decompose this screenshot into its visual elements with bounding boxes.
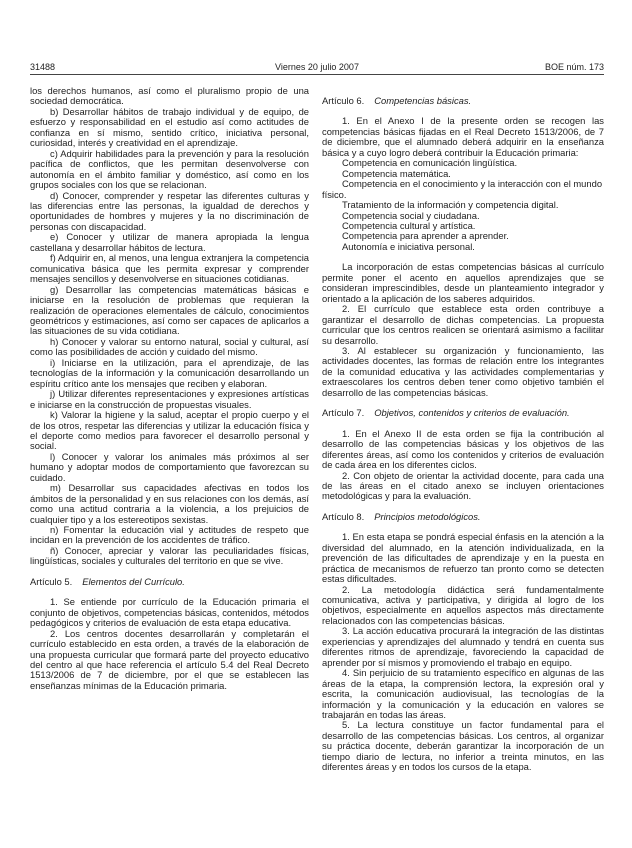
- article-title: Elementos del Currículo.: [82, 575, 185, 587]
- paragraph: 2. Los centros docentes desarrollarán y completarán el currículo establecido en esta orden, a través de la elaboración de una propuesta curricular que formará parte del proyecto educativo del centro al que hace referencia el artículo 5.4 del Real Decreto 1513/2006 de 7 de diciembre, por el que se establecen las enseñanzas mínimas de la Educación primaria.: [30, 627, 309, 691]
- list-item: Autonomía e iniciativa personal.: [342, 240, 475, 252]
- paragraph: La incorporación de estas competencias básicas al currículo permite poner el acento en aquellos aprendizajes que se consideran imprescindibles, desde un planteamiento integrador y orientado a la aplicación de los saberes adquiridos.: [322, 261, 604, 304]
- paragraph: 1. En el Anexo II de esta orden se fija la contribución al desarrollo de las competencias básicas y los objetivos de las diferentes áreas, así como los contenidos y criterios de evaluación de cada área en los diferentes ciclos.: [322, 427, 604, 471]
- paragraph: k) Valorar la higiene y la salud, aceptar el propio cuerpo y el de los otros, respetar las diferencias y utilizar la educación física y el deporte como medios para favorecer el desarrollo personal y social.: [30, 409, 309, 452]
- paragraph: 2. La metodología didáctica será fundamentalmente comunicativa, activa y participativa, y dirigida al logro de los objetivos, especialmente en aquellos aspectos más directamente relacionados con las competencias básicas.: [322, 583, 604, 626]
- article-heading: [322, 96, 604, 106]
- paragraph: 5. La lectura constituye un factor fundamental para el desarrollo de las competencias básicas. Los centros, al organizar su práctica docente, deberán garantizar la incorporación de un tiempo diario de lectura, no inferior a treinta minutos, en las diferentes áreas y en todos los cursos de la etapa.: [322, 719, 604, 773]
- paragraph: b) Desarrollar hábitos de trabajo individual y de equipo, de esfuerzo y responsabilidad en el estudio así como actitudes de confianza en sí mismo, sentido crítico, iniciativa personal, curiosidad, interés y creatividad en el aprendizaje.: [30, 105, 309, 149]
- list-item: Competencia cultural y artística.: [342, 219, 476, 231]
- paragraph: 1. En esta etapa se pondrá especial énfasis en la atención a la diversidad del alumnado, en la atención individualizada, en la prevención de las dificultades de aprendizaje y en la puesta en práctica de mecanismos de refuerzo tan pronto como se detecten estas dificultades.: [322, 531, 604, 585]
- paragraph: n) Fomentar la educación vial y actitudes de respeto que incidan en la prevención de los accidentes de tráfico.: [30, 524, 309, 546]
- list-item: Tratamiento de la información y competencia digital.: [342, 199, 559, 211]
- paragraph: 2. El currículo que establece esta orden contribuye a garantizar el desarrollo de dichas competencias. La propuesta curricular que los centros realicen se orientará asimismo a facilitar su desarrollo.: [322, 303, 604, 346]
- article-title: Principios metodológicos.: [374, 510, 481, 522]
- article-title: Competencias básicas.: [374, 95, 472, 106]
- issue-number: BOE núm. 173: [544, 62, 604, 72]
- list-item: Competencia para aprender a aprender.: [342, 230, 509, 242]
- article-number: Artículo 6.: [322, 95, 365, 106]
- article-number: Artículo 5.: [30, 575, 73, 587]
- list-item: Competencia social y ciudadana.: [342, 209, 480, 221]
- paragraph: 1. En el Anexo I de la presente orden se recogen las competencias básicas fijadas en el Real Decreto 1513/2006, de 7 de diciembre, que el alumnado deberá adquirir en la enseñanza básica y a cuyo logro deberá contribuir la Educación primaria:: [322, 115, 604, 158]
- paragraph: 1. Se entiende por currículo de la Educación primaria el conjunto de objetivos, competencias básicas, contenidos, métodos pedagógicos y criterios de evaluación de esta etapa educativa.: [30, 596, 309, 629]
- paragraph: h) Conocer y valorar su entorno natural, social y cultural, así como las posibilidades de acción y cuidado del mismo.: [30, 335, 309, 358]
- list-item: Competencia en comunicación lingüística.: [342, 157, 518, 169]
- paragraph: 4. Sin perjuicio de su tratamiento específico en algunas de las áreas de la etapa, la comprensión lectora, la expresión oral y escrita, la comunicación audiovisual, las tecnologías de la información y la comunicación y la educación en valores se trabajarán en todas las áreas.: [322, 667, 604, 721]
- article-number: Artículo 7.: [322, 407, 365, 419]
- paragraph: e) Conocer y utilizar de manera apropiada la lengua castellana y desarrollar hábitos de lectura.: [30, 231, 309, 253]
- paragraph: j) Utilizar diferentes representaciones y expresiones artísticas e iniciarse en la construcción de propuestas visuales.: [30, 388, 309, 410]
- article-heading: [322, 512, 604, 522]
- list-item: Competencia matemática.: [342, 167, 451, 179]
- paragraph: c) Adquirir habilidades para la prevención y para la resolución pacífica de conflictos, que les permitan desenvolverse con autonomía en el ámbito familiar y doméstico, así como en los grupos sociales con los que se relacionan.: [30, 147, 309, 191]
- page-header: [30, 62, 604, 75]
- article-heading: [30, 577, 309, 587]
- paragraph: g) Desarrollar las competencias matemáticas básicas e iniciarse en la resolución de problemas que requieran la realización de operaciones elementales de cálculo, conocimientos geométricos y estimaciones, así como ser capaces de aplicarlos a las situaciones de su vida cotidiana.: [30, 283, 309, 337]
- article-title: Objetivos, contenidos y criterios de evaluación.: [374, 407, 570, 419]
- paragraph: i) Iniciarse en la utilización, para el aprendizaje, de las tecnologías de la información y la comunicación desarrollando un espíritu crítico ante los mensajes que reciben y elaboran.: [30, 356, 309, 389]
- article-heading: [322, 408, 604, 418]
- paragraph: 3. Al establecer su organización y funcionamiento, las actividades docentes, las formas de relación entre los integrantes de la comunidad educativa y las actividades complementarias y extraescolares los centros deben tener como objetivo también el desarrollo de las competencias básicas.: [322, 344, 604, 398]
- list-item: Competencia en el conocimiento y la interacción con el mundo físico.: [322, 178, 603, 200]
- paragraph: m) Desarrollar sus capacidades afectivas en todos los ámbitos de la personalidad y en sus relaciones con los demás, así como una actitud contraria a la violencia, a los prejuicios de cualquier tipo y a los estereotipos sexistas.: [30, 482, 309, 525]
- right-column: [322, 86, 604, 773]
- left-column: [30, 86, 309, 691]
- publication-date: Viernes 20 julio 2007: [275, 62, 359, 72]
- page-number: 31488: [30, 62, 56, 72]
- paragraph: 3. La acción educativa procurará la integración de las distintas experiencias y aprendizajes del alumnado y tendrá en cuenta sus diferentes ritmos de aprendizaje, favoreciendo la capacidad de aprender por sí mismos y promoviendo el trabajo en equipo.: [322, 625, 604, 668]
- article-number: Artículo 8.: [322, 510, 365, 522]
- paragraph: 2. Con objeto de orientar la actividad docente, para cada una de las áreas en el citado anexo se incluyen orientaciones metodológicas y para la evaluación.: [322, 469, 604, 502]
- paragraph: los derechos humanos, así como el pluralismo propio de una sociedad democrática.: [30, 85, 309, 107]
- paragraph: ñ) Conocer, apreciar y valorar las peculiaridades físicas, lingüísticas, sociales y culturales del territorio en que se vive.: [30, 544, 309, 567]
- paragraph: d) Conocer, comprender y respetar las diferentes culturas y las diferencias entre las personas, la igualdad de derechos y oportunidades de hombres y mujeres y la no discriminación de personas con discapacidad.: [30, 189, 309, 232]
- paragraph: l) Conocer y valorar los animales más próximos al ser humano y adoptar modos de comportamiento que favorezcan su cuidado.: [30, 450, 309, 483]
- paragraph: f) Adquirir en, al menos, una lengua extranjera la competencia comunicativa básica que les permita expresar y comprender mensajes sencillos y desenvolverse en situaciones cotidianas.: [30, 252, 309, 285]
